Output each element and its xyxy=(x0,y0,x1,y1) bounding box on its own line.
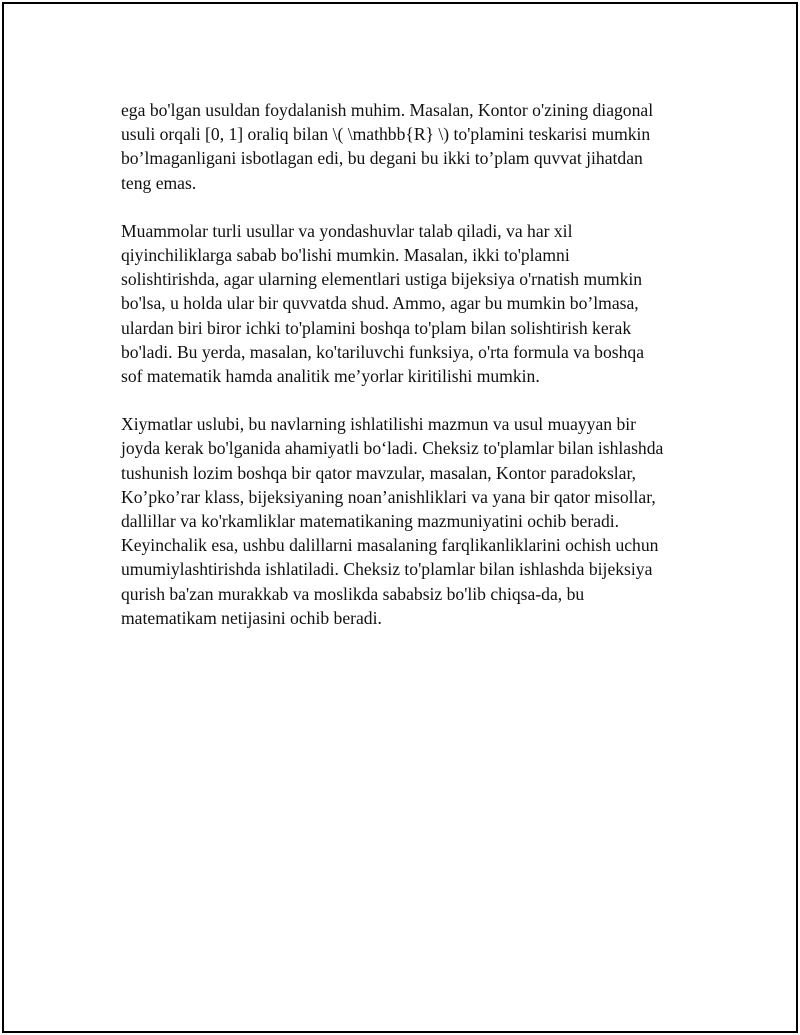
text-line: tushunish lozim boshqa bir qator mavzular, masalan, Kontor paradokslar, xyxy=(121,462,637,483)
text-line: teng emas. xyxy=(121,172,197,193)
text-line: Xiymatlar uslubi, bu navlarning ishlatilishi mazmun va usul muayyan bir xyxy=(121,414,637,435)
text-line: joyda kerak bo'lganida ahamiyatli bo‘ladi. Cheksiz to'plamlar bilan ishlashda xyxy=(121,438,664,459)
text-line: qiyinchiliklarga sabab bo'lishi mumkin. Masalan, ikki to'plamni xyxy=(121,245,570,266)
text-line: Ko’pko’rar klass, bijeksiyaning noan’anishliklari va yana bir qator misollar, xyxy=(121,486,656,507)
paragraph-2 xyxy=(121,219,701,388)
paragraph-1 xyxy=(121,98,701,195)
text-line: qurish ba'zan murakkab va moslikda sababsiz bo'lib chiqsa-da, bu xyxy=(121,583,585,604)
text-line: Muammolar turli usullar va yondashuvlar talab qiladi, va har xil xyxy=(121,220,573,241)
text-line: bo'lsa, u holda ular bir quvvatda shud. Ammo, agar bu mumkin bo’lmasa, xyxy=(121,293,639,314)
text-line: matematikam netijasini ochib beradi. xyxy=(121,607,382,628)
text-line: Keyinchalik esa, ushbu dalillarni masalaning farqlikanliklarini ochish uchun xyxy=(121,535,659,556)
text-line: bo'ladi. Bu yerda, masalan, ko'tariluvchi funksiya, o'rta formula va boshqa xyxy=(121,341,645,362)
text-line: dallillar va ko'rkamliklar matematikaning mazmuniyatini ochib beradi. xyxy=(121,511,620,532)
document-page xyxy=(2,2,798,1033)
text-line: usuli orqali [0, 1] oraliq bilan \( \mathbb{R} \) to'plamini teskarisi mumkin xyxy=(121,124,651,145)
paragraph-3 xyxy=(121,412,701,630)
text-line: ega bo'lgan usuldan foydalanish muhim. Masalan, Kontor o'zining diagonal xyxy=(121,100,654,120)
text-line: solishtirishda, agar ularning elementlari ustiga bijeksiya o'rnatish mumkin xyxy=(121,269,643,290)
text-line: umumiylashtirishda ishlatiladi. Cheksiz to'plamlar bilan ishlashda bijeksiya xyxy=(121,559,653,580)
document-body xyxy=(121,98,701,654)
text-line: sof matematik hamda analitik me’yorlar kiritilishi mumkin. xyxy=(121,366,540,387)
text-line: bo’lmaganligani isbotlagan edi, bu degani bu ikki to’plam quvvat jihatdan xyxy=(121,148,643,169)
text-line: ulardan biri biror ichki to'plamini boshqa to'plam bilan solishtirish kerak xyxy=(121,317,632,338)
